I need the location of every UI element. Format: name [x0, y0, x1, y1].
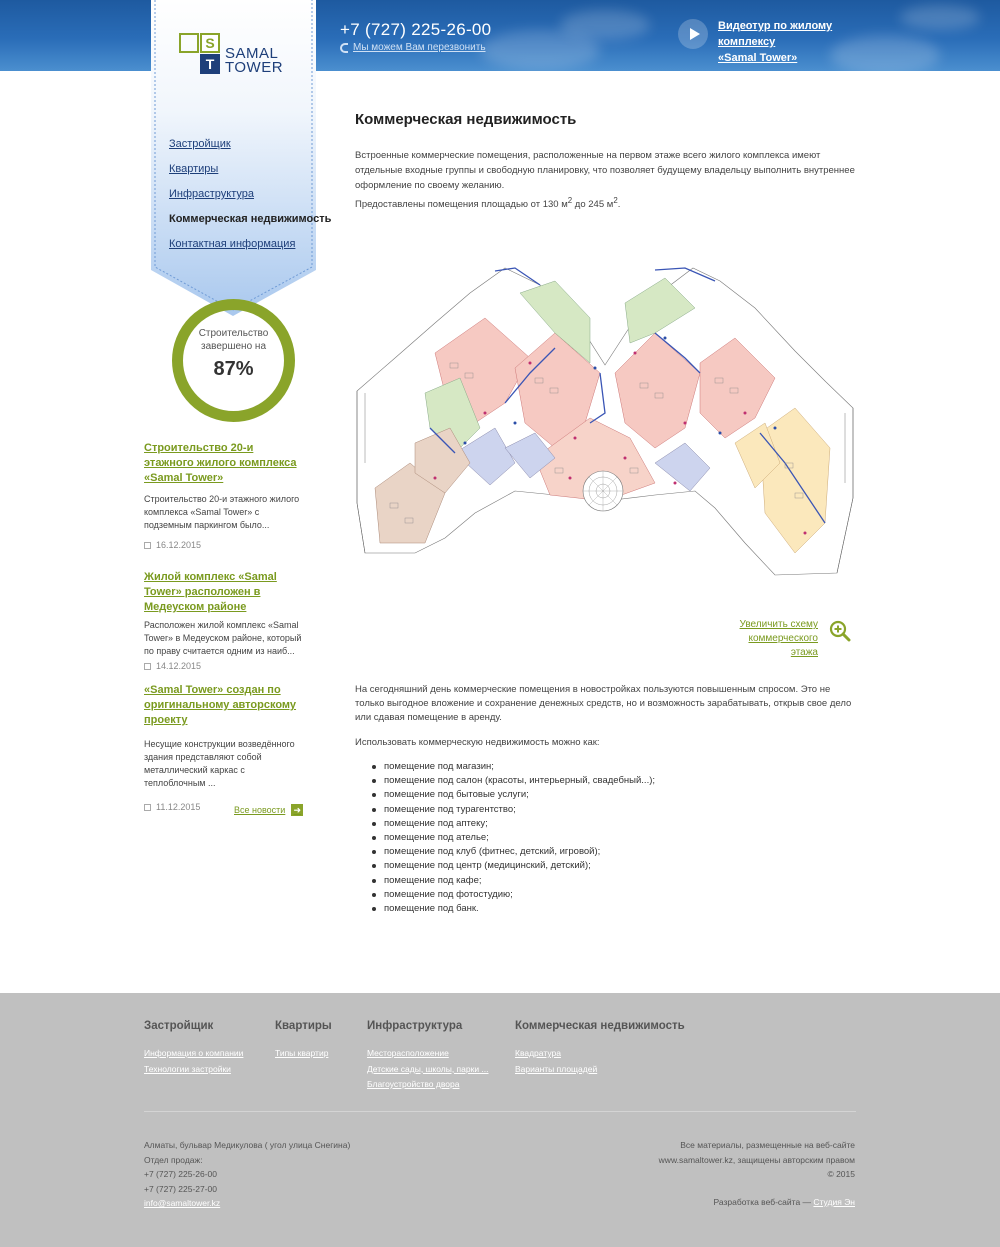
- intro-text: [355, 148, 855, 212]
- list-item: помещение под центр (медицинский, детский);: [372, 859, 655, 873]
- news-item: [144, 683, 304, 812]
- list-item: помещение под бытовые услуги;: [372, 788, 655, 802]
- credit-prefix: Разработка веб-сайта —: [713, 1197, 812, 1207]
- footer-link[interactable]: Детские сады, школы, парки ...: [367, 1063, 489, 1074]
- footer-developer-credit: [714, 1197, 855, 1207]
- list-item: помещение под банк.: [372, 902, 655, 916]
- footer-col-developer: [144, 1020, 243, 1077]
- footer-col-title: Квартиры: [275, 1020, 332, 1032]
- footer-link[interactable]: Типы квартир: [275, 1048, 329, 1058]
- video-tour-line1: Видеотур по жилому комплексу: [718, 20, 833, 48]
- logo-line2: TOWER: [225, 59, 284, 76]
- nav-item-developer[interactable]: Застройщик: [169, 138, 231, 150]
- page-title: Коммерческая недвижимость: [355, 111, 577, 128]
- list-item: помещение под ателье;: [372, 831, 655, 845]
- all-news-link[interactable]: [234, 804, 303, 816]
- zoom-in-icon[interactable]: [829, 620, 851, 642]
- video-tour-link[interactable]: [718, 18, 868, 66]
- footer-address: Алматы, бульвар Медикулова ( угол улица Снегина): [144, 1140, 351, 1150]
- news-item: [144, 570, 304, 671]
- news-item: [144, 441, 304, 550]
- phone-icon: [340, 43, 348, 53]
- footer-email-link[interactable]: info@samaltower.kz: [144, 1198, 221, 1208]
- progress-percent: 87%: [213, 358, 254, 380]
- footer-link[interactable]: Технологии застройки: [144, 1063, 231, 1074]
- nav-item-contacts[interactable]: Контактная информация: [169, 238, 296, 250]
- area-line: Предоставлены помещения площадью от 130 $м^2$ до 245 $м^2$.: [355, 196, 621, 211]
- list-item: помещение под клуб (фитнес, детский, игровой);: [372, 845, 655, 859]
- copyright-line: © 2015: [827, 1169, 855, 1179]
- news-date: [144, 661, 304, 671]
- studio-link[interactable]: Студия Эн: [813, 1197, 855, 1207]
- news-title[interactable]: Строительство 20-и этажного жилого комплекса «Samal Tower»: [144, 442, 297, 484]
- news-date-text: 11.12.2015: [156, 802, 201, 812]
- nav-item-commercial[interactable]: Коммерческая недвижимость: [169, 213, 332, 225]
- footer-phone: +7 (727) 225-26-00: [144, 1169, 218, 1179]
- list-item: помещение под турагентство;: [372, 803, 655, 817]
- callback-link[interactable]: [340, 42, 486, 53]
- footer-col-apartments: [275, 1020, 332, 1062]
- list-item: помещение под фотостудию;: [372, 888, 655, 902]
- list-item: помещение под аптеку;: [372, 817, 655, 831]
- calendar-icon: [144, 542, 151, 549]
- news-date: [144, 540, 304, 550]
- footer-link[interactable]: Благоустройство двора: [367, 1079, 460, 1089]
- footer-divider: [144, 1111, 856, 1112]
- list-item: помещение под салон (красоты, интерьерный, свадебный...);: [372, 774, 655, 788]
- nav-item-apartments[interactable]: Квартиры: [169, 163, 219, 175]
- logo-mark-s: S: [200, 33, 220, 53]
- news-date-text: 16.12.2015: [156, 540, 202, 550]
- logo-mark-t: T: [200, 54, 220, 74]
- news-title[interactable]: «Samal Tower» создан по оригинальному авторскому проекту: [144, 684, 297, 726]
- callback-label: Мы можем Вам перезвонить: [353, 42, 486, 53]
- video-play-button[interactable]: [678, 19, 708, 49]
- zoom-plan-link[interactable]: Увеличить схему коммерческого этажа: [739, 619, 818, 658]
- list-item: помещение под магазин;: [372, 760, 655, 774]
- news-title[interactable]: Жилой комплекс «Samal Tower» расположен в Медеуском районе: [144, 571, 277, 613]
- copyright-line: Все материалы, размещенные на веб-сайте: [680, 1140, 855, 1150]
- calendar-icon: [144, 663, 151, 670]
- footer-link[interactable]: Квадратура: [515, 1048, 561, 1058]
- sidebar-nav: [169, 138, 331, 263]
- construction-progress: [170, 297, 297, 424]
- video-tour-line2: «Samal Tower»: [718, 52, 798, 64]
- header-phone: +7 (727) 225-26-00: [340, 20, 492, 39]
- footer-link[interactable]: Варианты площадей: [515, 1063, 598, 1074]
- footer-link[interactable]: Месторасположение: [367, 1048, 449, 1058]
- footer-sales-label: Отдел продаж:: [144, 1154, 203, 1165]
- header-bar: [0, 0, 1000, 71]
- news-date-text: 14.12.2015: [156, 661, 202, 671]
- logo-mark: [179, 33, 221, 75]
- progress-caption: [170, 327, 297, 353]
- demand-paragraph: На сегодняшний день коммерческие помещения в новостройках пользуются повышенным спросом. Это не только выгодное вложение и сохранение денежных средств, но и возможность зарабатывать, открыв свое дело или сдавая помещение в аренду.: [355, 684, 852, 723]
- calendar-icon: [144, 804, 151, 811]
- uses-list: [372, 760, 655, 916]
- logo-text: [225, 47, 283, 75]
- footer-col-title: Коммерческая недвижимость: [515, 1020, 685, 1032]
- progress-caption-line1: Строительство: [198, 328, 269, 339]
- footer-col-title: Инфраструктура: [367, 1020, 463, 1032]
- progress-caption-line2: завершено на: [201, 341, 266, 352]
- commercial-floor-plan[interactable]: [355, 263, 855, 579]
- footer-copyright: [659, 1138, 855, 1182]
- all-news-label: Все новости: [234, 805, 286, 815]
- play-icon: [690, 28, 700, 40]
- uses-intro: Использовать коммерческую недвижимость можно как:: [355, 737, 600, 748]
- footer-link[interactable]: Информация о компании: [144, 1048, 244, 1058]
- footer-phone: +7 (727) 225-27-00: [144, 1183, 218, 1194]
- footer-col-commercial: [515, 1020, 685, 1077]
- copyright-line: www.samaltower.kz, защищены авторским правом: [658, 1154, 855, 1165]
- footer-col-title: Застройщик: [144, 1020, 214, 1032]
- logo-line1: SAMAL: [225, 45, 279, 62]
- footer-contacts: [144, 1138, 350, 1211]
- nav-item-infrastructure[interactable]: Инфраструктура: [169, 188, 255, 200]
- intro-paragraph: Встроенные коммерческие помещения, расположенные на первом этаже всего жилого комплекса имеют отдельные входные группы и свободную планировку, что позволяет будущему владельцу выполнить внутреннее оформление по своему желанию.: [355, 150, 855, 191]
- news-excerpt: Расположен жилой комплекс «Samal Tower» в Медеуском районе, который по праву считается одним из наиб...: [144, 620, 302, 656]
- news-excerpt: Строительство 20-и этажного жилого комплекса «Samal Tower» с подземным паркингом было...: [144, 494, 300, 530]
- logo[interactable]: [179, 33, 283, 75]
- arrow-right-icon: ➜: [291, 804, 303, 816]
- news-excerpt: Несущие конструкции возведённого здания представляют собой металлический каркас с теплоблочным ...: [144, 739, 295, 788]
- list-item: помещение под кафе;: [372, 874, 655, 888]
- footer-col-infrastructure: [367, 1020, 489, 1093]
